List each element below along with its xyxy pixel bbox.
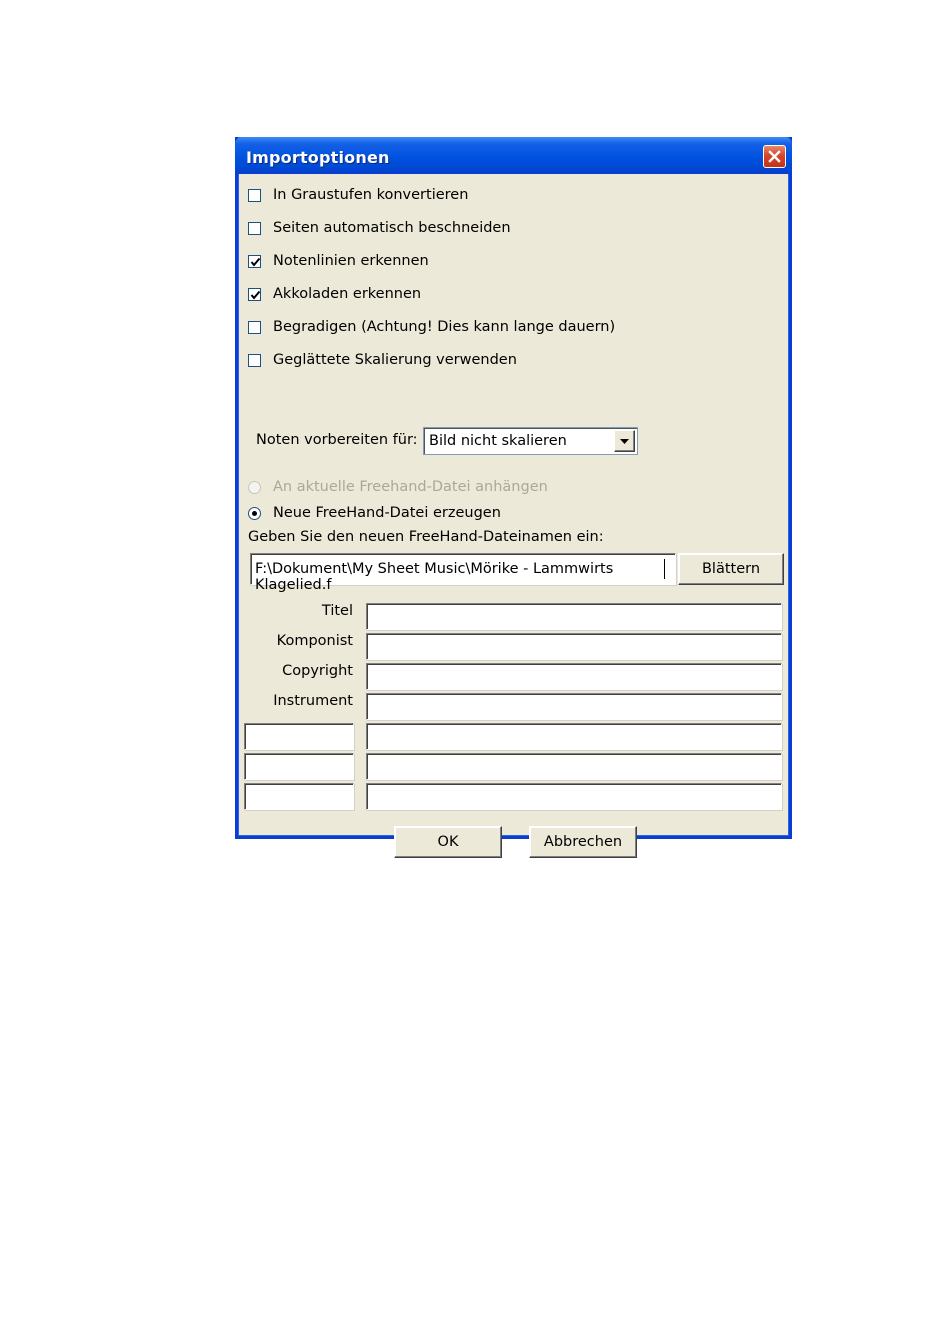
checkbox-label: Geglättete Skalierung verwenden xyxy=(273,352,517,368)
radio-append-existing[interactable] xyxy=(248,478,548,496)
title-label: Titel xyxy=(321,603,353,619)
checkbox-smooth-scaling[interactable] xyxy=(248,351,517,369)
checkbox-box[interactable] xyxy=(248,255,261,268)
checkbox-box[interactable] xyxy=(248,288,261,301)
custom-key-field-1[interactable] xyxy=(244,723,354,750)
filename-value: F:\Dokument\My Sheet Music\Mörike - Lammwirts Klagelied.f xyxy=(255,561,614,593)
radio-button[interactable] xyxy=(248,507,261,520)
prepare-label: Noten vorbereiten für: xyxy=(256,432,418,448)
checkbox-label: Begradigen (Achtung! Dies kann lange dauern) xyxy=(273,319,616,335)
custom-value-field-3[interactable] xyxy=(366,783,782,810)
filename-input[interactable] xyxy=(250,553,676,593)
checkbox-label: Seiten automatisch beschneiden xyxy=(273,220,511,236)
filename-prompt: Geben Sie den neuen FreeHand-Dateinamen ein: xyxy=(248,529,604,545)
import-options-dialog xyxy=(235,137,792,850)
copyright-field[interactable] xyxy=(366,663,782,690)
checkbox-label: In Graustufen konvertieren xyxy=(273,187,469,203)
checkbox-grayscale[interactable] xyxy=(248,186,468,204)
instrument-label: Instrument xyxy=(273,693,353,709)
browse-button[interactable]: Blättern xyxy=(678,553,784,585)
prepare-select[interactable] xyxy=(423,427,638,455)
instrument-field[interactable] xyxy=(366,693,782,720)
dropdown-button[interactable] xyxy=(614,430,635,452)
checkbox-box[interactable] xyxy=(248,321,261,334)
copyright-label: Copyright xyxy=(282,663,353,679)
checkbox-box[interactable] xyxy=(248,222,261,235)
radio-button[interactable] xyxy=(248,481,261,494)
ok-button[interactable]: OK xyxy=(394,826,502,858)
cancel-button[interactable]: Abbrechen xyxy=(529,826,637,858)
checkbox-label: Notenlinien erkennen xyxy=(273,253,429,269)
dialog-title: Importoptionen xyxy=(246,148,390,167)
checkbox-detect-staff-lines[interactable] xyxy=(248,252,429,270)
text-caret xyxy=(664,559,665,579)
close-button[interactable] xyxy=(763,145,786,168)
radio-selected-dot xyxy=(252,511,257,516)
title-bar[interactable] xyxy=(235,137,792,174)
checkbox-box[interactable] xyxy=(248,354,261,367)
checkbox-label: Akkoladen erkennen xyxy=(273,286,422,302)
dialog-body xyxy=(238,174,789,850)
checkbox-detect-braces[interactable] xyxy=(248,285,421,303)
custom-key-field-3[interactable] xyxy=(244,783,354,810)
chevron-down-icon xyxy=(620,439,629,444)
checkmark-icon xyxy=(250,290,261,301)
checkbox-auto-crop[interactable] xyxy=(248,219,511,237)
prepare-select-value: Bild nicht skalieren xyxy=(429,433,567,449)
title-field[interactable] xyxy=(366,603,782,630)
checkmark-icon xyxy=(250,257,261,268)
radio-label: Neue FreeHand-Datei erzeugen xyxy=(273,505,501,521)
custom-value-field-2[interactable] xyxy=(366,753,782,780)
composer-label: Komponist xyxy=(276,633,353,649)
composer-field[interactable] xyxy=(366,633,782,660)
checkbox-straighten[interactable] xyxy=(248,318,615,336)
checkbox-box[interactable] xyxy=(248,189,261,202)
custom-value-field-1[interactable] xyxy=(366,723,782,750)
radio-label: An aktuelle Freehand-Datei anhängen xyxy=(273,479,548,495)
custom-key-field-2[interactable] xyxy=(244,753,354,780)
radio-new-file[interactable] xyxy=(248,504,501,522)
close-icon xyxy=(768,150,781,163)
